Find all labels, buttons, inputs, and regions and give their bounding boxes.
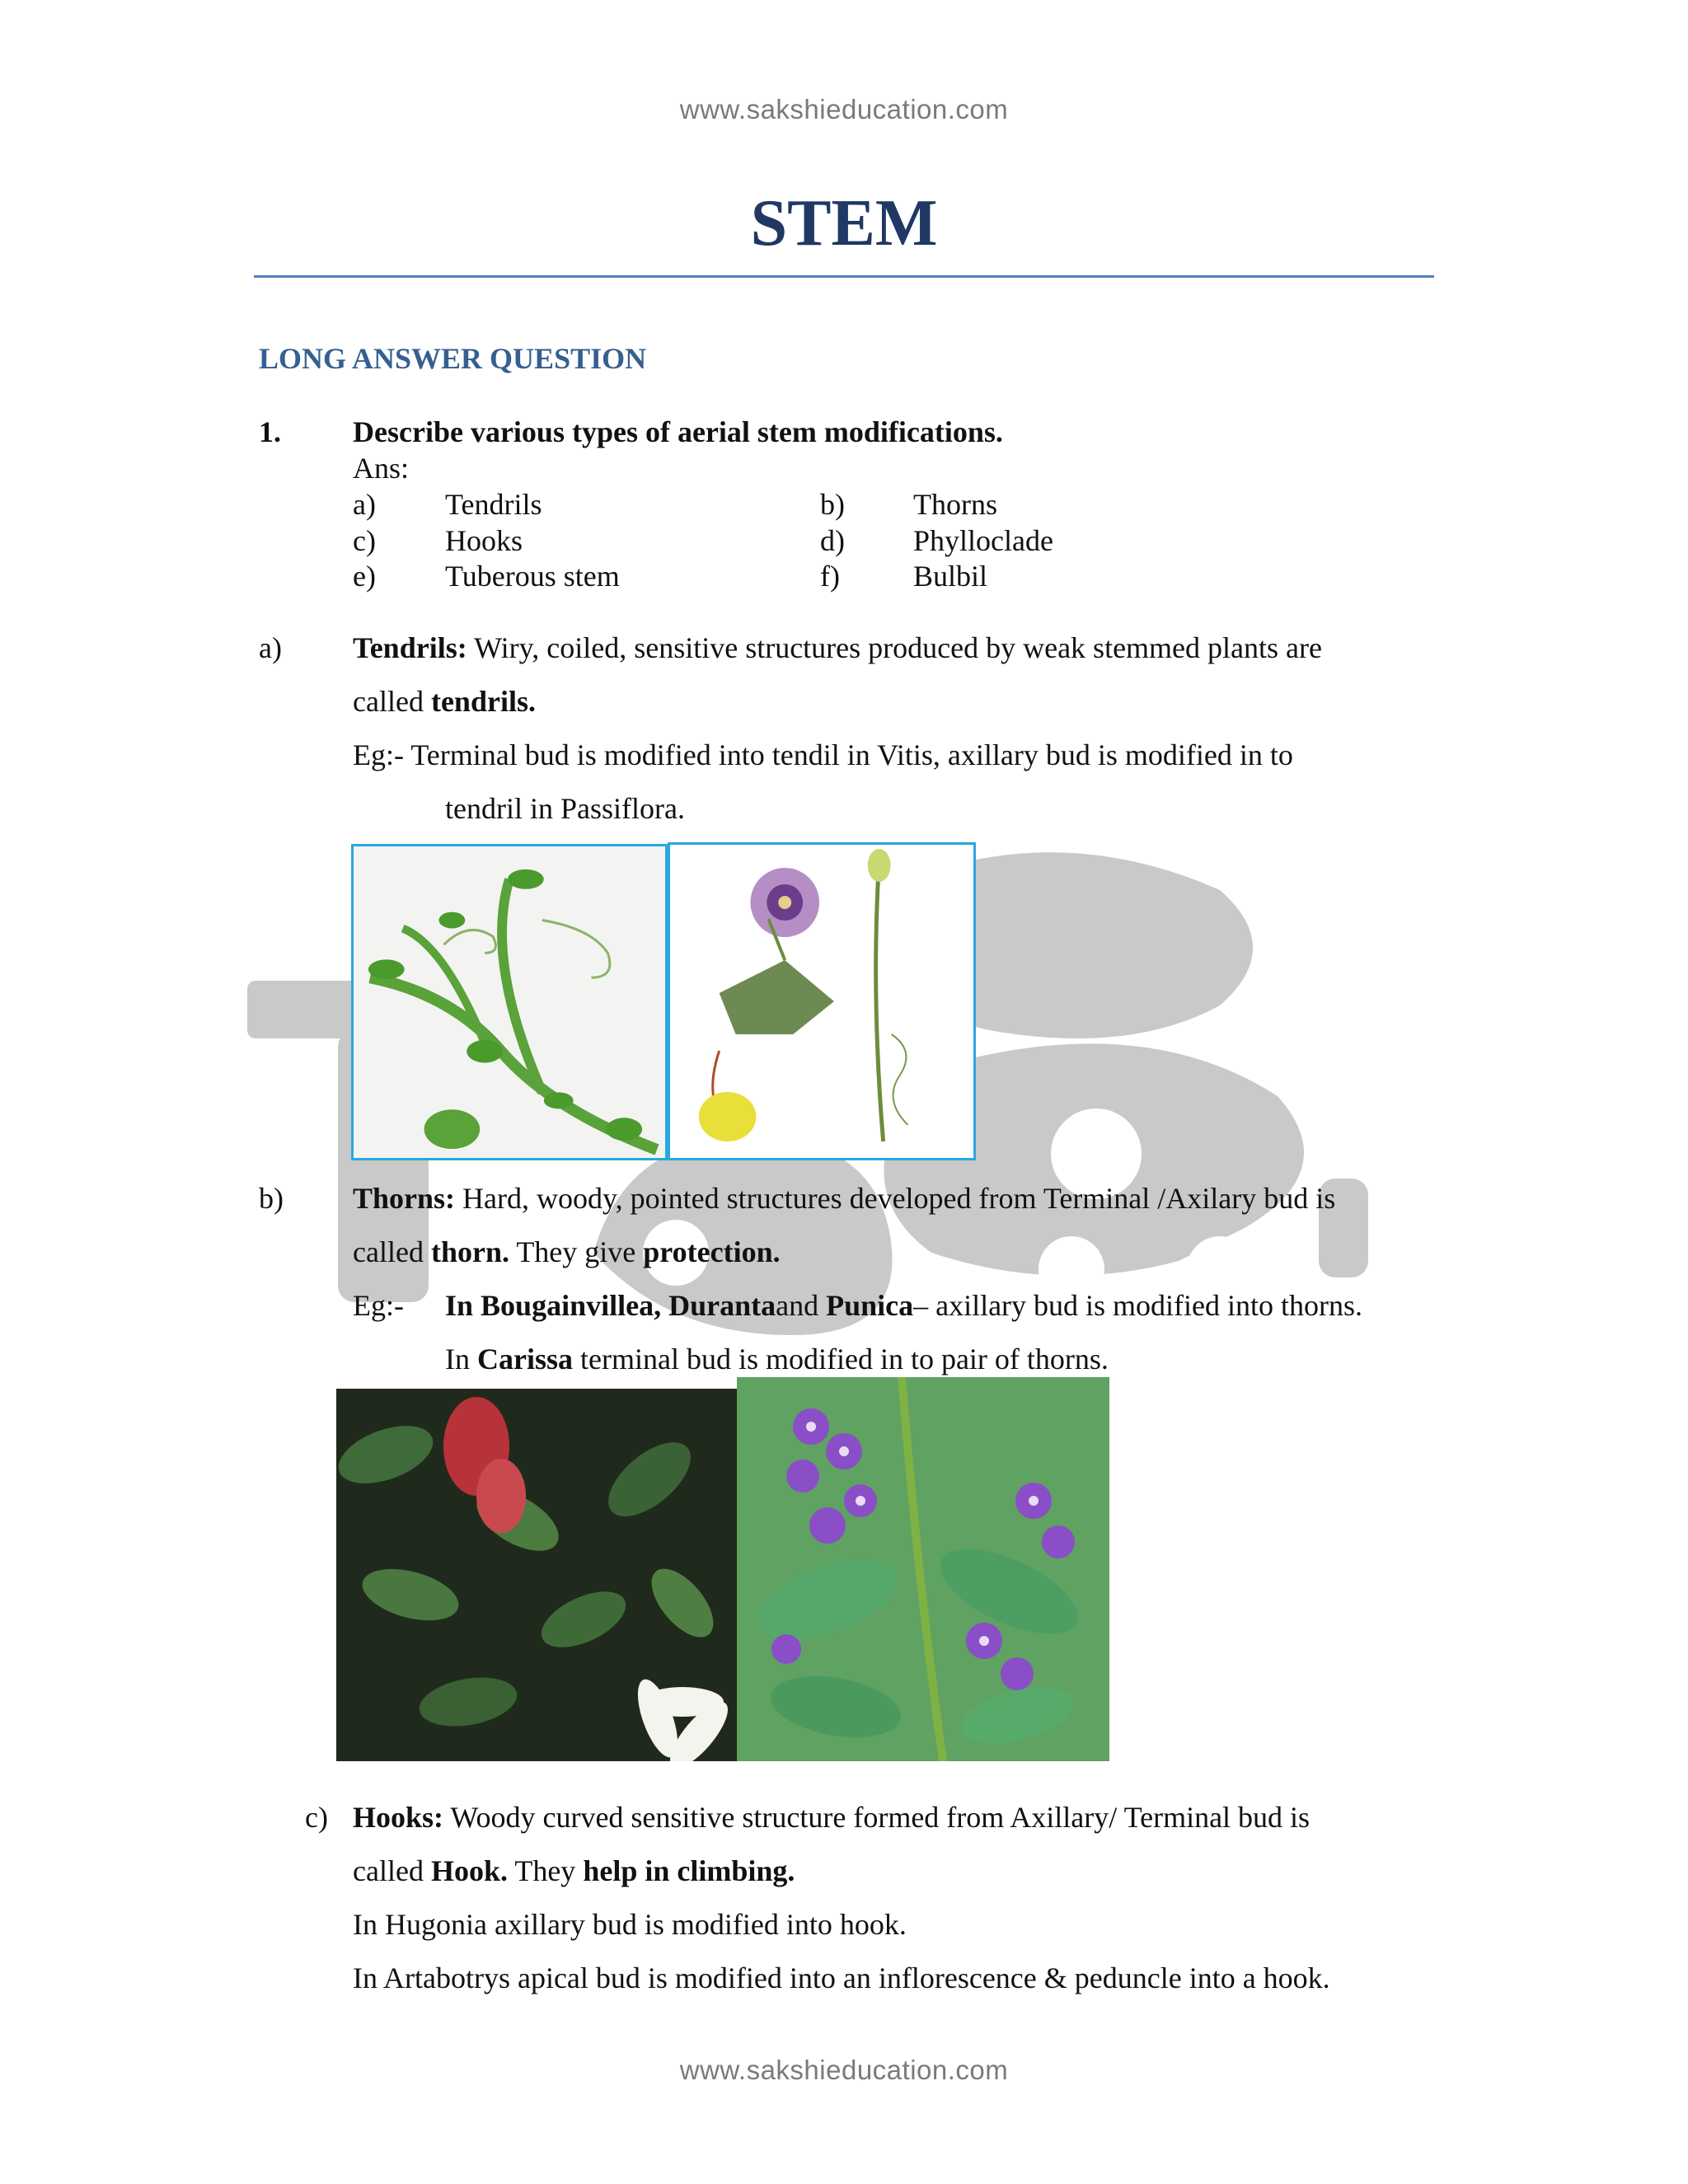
text: They xyxy=(507,1854,584,1887)
term: Thorns: xyxy=(353,1182,456,1215)
duranta-photo xyxy=(737,1377,1109,1761)
section-heading: LONG ANSWER QUESTION xyxy=(259,342,647,375)
item-letter: a) xyxy=(259,631,282,664)
term: Carissa xyxy=(477,1343,573,1376)
hooks-line3: In Hugonia axillary bud is modified into hook. xyxy=(353,1908,907,1941)
option-label: Hooks xyxy=(445,524,523,557)
option-letter: a) xyxy=(353,488,376,521)
term: thorn. xyxy=(430,1235,509,1268)
title-underline xyxy=(254,275,1434,278)
tendril-photo xyxy=(351,844,668,1160)
thorns-example xyxy=(445,1291,1362,1320)
item-letter: b) xyxy=(259,1182,284,1215)
option-letter: e) xyxy=(353,560,376,593)
definition: Wiry, coiled, sensitive structures produced by weak stemmed plants are xyxy=(467,631,1322,664)
answer-label: Ans: xyxy=(353,452,410,485)
option-label: Thorns xyxy=(913,488,997,521)
footer-url: www.sakshieducation.com xyxy=(679,2055,1009,2085)
text: – axillary bud is modified into thorns. xyxy=(913,1289,1363,1322)
text: In xyxy=(445,1343,477,1376)
question-text: Describe various types of aerial stem modifications. xyxy=(353,415,1003,448)
option-label: Phylloclade xyxy=(913,524,1053,557)
term: Hook. xyxy=(430,1854,508,1887)
definition: Hard, woody, pointed structures developed from Terminal /Axilary bud is xyxy=(455,1182,1336,1215)
option-label: Bulbil xyxy=(913,560,988,593)
carissa-photo xyxy=(336,1389,737,1761)
eg-label: Eg:- xyxy=(353,1289,404,1322)
hooks-line4: In Artabotrys apical bud is modified into an inflorescence & peduncle into a hook. xyxy=(353,1961,1330,1994)
definition: Woody curved sensitive structure formed from Axillary/ Terminal bud is xyxy=(443,1801,1311,1834)
term: Punica xyxy=(826,1289,914,1322)
term: In Bougainvillea, Duranta xyxy=(445,1289,776,1322)
thorns-paragraph xyxy=(353,1183,1335,1213)
text: called xyxy=(353,1854,431,1887)
text: terminal bud is modified in to pair of thorns. xyxy=(573,1343,1109,1376)
passiflora-illustration xyxy=(668,842,976,1160)
text: called xyxy=(353,685,431,718)
option-label: Tendrils xyxy=(445,488,542,521)
question-number: 1. xyxy=(259,415,281,448)
thorns-example-cont xyxy=(445,1344,1109,1374)
option-letter: c) xyxy=(353,524,376,557)
tendrils-example-cont: tendril in Passiflora. xyxy=(445,792,685,825)
term: protection. xyxy=(643,1235,781,1268)
tendrils-paragraph xyxy=(353,633,1322,663)
text: and xyxy=(776,1289,827,1322)
option-letter: b) xyxy=(820,488,845,521)
thorns-line2 xyxy=(353,1237,781,1267)
item-letter: c) xyxy=(305,1801,328,1834)
tendrils-line2 xyxy=(353,687,536,716)
option-letter: f) xyxy=(820,560,840,593)
term: help in climbing. xyxy=(583,1854,795,1887)
hooks-paragraph xyxy=(353,1802,1310,1832)
option-label: Tuberous stem xyxy=(445,560,620,593)
tendrils-example: Eg:- Terminal bud is modified into tendil in Vitis, axillary bud is modified in to xyxy=(353,738,1293,771)
term: tendrils. xyxy=(430,685,536,718)
term: Hooks: xyxy=(353,1801,444,1834)
text: They give xyxy=(509,1235,644,1268)
page-title: STEM xyxy=(750,187,938,260)
hooks-line2 xyxy=(353,1856,795,1886)
term: Tendrils: xyxy=(353,631,467,664)
text: called xyxy=(353,1235,431,1268)
header-url: www.sakshieducation.com xyxy=(679,94,1009,124)
option-letter: d) xyxy=(820,524,845,557)
